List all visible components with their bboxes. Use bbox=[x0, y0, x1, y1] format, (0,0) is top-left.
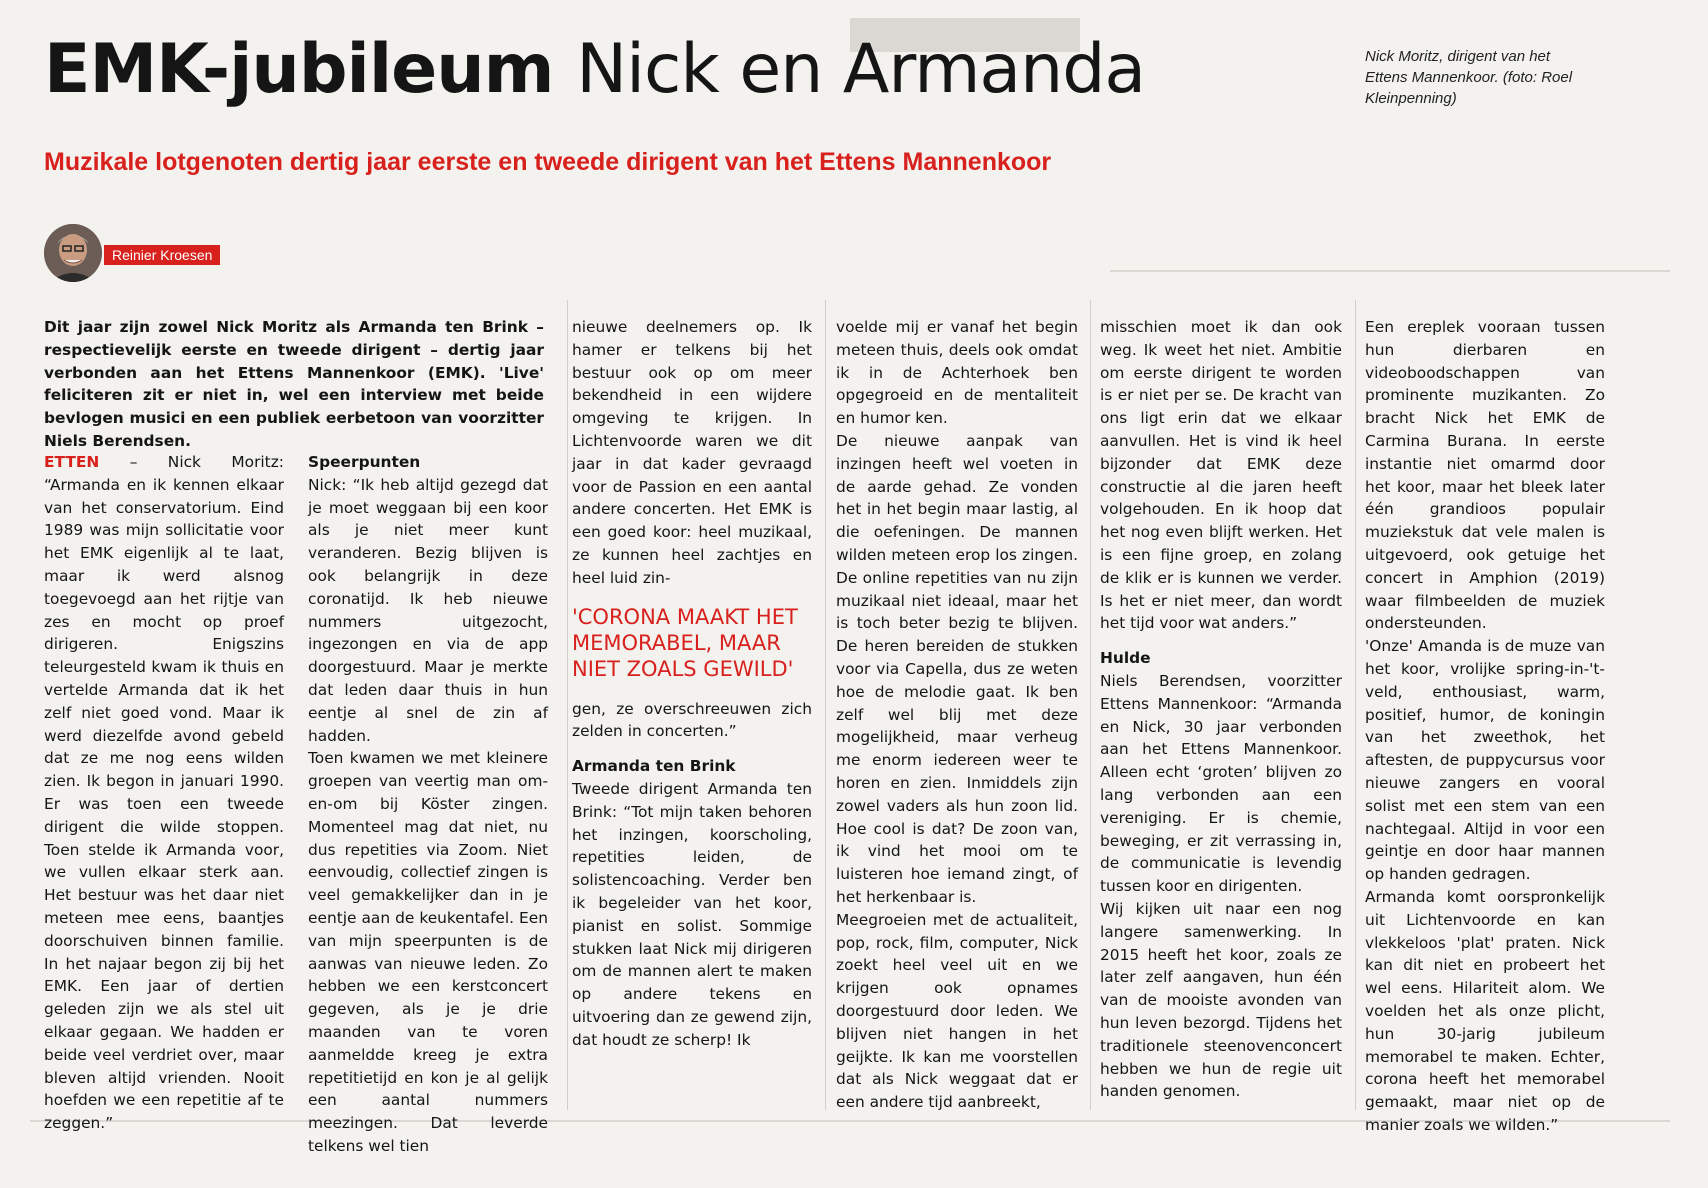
column-4 bbox=[836, 316, 1078, 1114]
column-3-paragraph-3: Tweede dirigent Armanda ten Brink: “Tot mijn taken behoren het inzingen, koorscholing, repetities leiden, de solistencoaching. Verder ben ik begeleider van het koor, pianist en solist. Sommige stukken laat Nick mij dirigeren om de mannen alert te maken op andere tekens en uitvoering dan ze gewend zijn, dat houdt ze scherp! Ik bbox=[572, 779, 812, 1049]
author-avatar bbox=[44, 224, 102, 282]
column-divider bbox=[825, 300, 826, 1110]
column-1-text: – Nick Moritz: “Armanda en ik kennen elkaar van het conservatorium. Eind 1989 was mijn sollicitatie voor het EMK eigenlijk al te laat, maar ik werd alsnog toegevoegd aan het rijtje van zes en mocht op proef dirigeren. Enigszins teleurgesteld kwam ik thuis en vertelde Armanda dat ik het zelf niet goed vond. Maar ik werd diezelfde avond gebeld dat ze me nog eens wilden zien. Ik begon in januari 1990. Er was toen een tweede dirigent die wilde stoppen. Toen stelde ik Armanda voor, we vullen elkaar sterk aan. Het bestuur was het daar niet meteen mee eens, baantjes doorschuiven binnen familie. In het najaar begon zij bij het EMK. Een jaar of dertien geleden zijn we als stel uit elkaar gegaan. We hadden er beide veel verdriet over, maar bleven altijd vrienden. Nooit hoefden we een repetitie af te zeggen.” bbox=[44, 453, 284, 1133]
subheadline: Muzikale lotgenoten dertig jaar eerste en tweede dirigent van het Ettens Mannenkoor bbox=[44, 148, 1052, 176]
section-heading-hulde: Hulde bbox=[1100, 649, 1151, 668]
column-3 bbox=[572, 316, 812, 1052]
column-5-paragraph-2: Niels Berendsen, voorzitter Ettens Mannenkoor: “Armanda en Nick, 30 jaar verbonden aan het Ettens Mannenkoor. Alleen echt ‘groten’ blijven zo lang verbonden aan een vereniging. Er is chemie, beweging, er zit verrassing in, de communicatie is levendig tussen koor en dirigenten. bbox=[1100, 671, 1342, 896]
column-5-paragraph-3: Wij kijken uit naar een nog langere samenwerking. In 2015 heeft het koor, zoals ze later zelf aangaven, hun één van de mooiste avonden van hun leven bezorgd. Tijdens het traditionele steenovenconcert hebben we hun de regie uit handen genomen. bbox=[1100, 899, 1342, 1101]
intro-block bbox=[44, 316, 544, 453]
column-5-paragraph-1: misschien moet ik dan ook weg. Ik weet het niet. Ambitie om eerste dirigent te worden is er niet per se. De kracht van ons ligt erin dat we elkaar aanvullen. Het is vind ik heel bijzonder dat EMK deze constructie al die jaren heeft volgehouden. En ik hoop dat het nog even blijft werken. Het is een fijne groep, en zolang de klik er is kunnen we verder. Is het er niet meer, dan wordt het tijd voor wat anders.” bbox=[1100, 318, 1342, 633]
spacer bbox=[1100, 635, 1342, 647]
column-3-paragraph-1: nieuwe deelnemers op. Ik hamer er telkens bij het bestuur ook op om meer bekendheid in een wijdere omgeving te krijgen. In Lichtenvoorde waren we dit jaar in dat kader gevraagd voor de Passion en een aantal andere concerten. Het EMK is een goed koor: heel muzikaal, ze kunnen heel zachtjes en heel luid zin- bbox=[572, 318, 812, 587]
pull-quote: 'CORONA MAAKT HET MEMORABEL, MAAR NIET ZOALS GEWILD' bbox=[572, 604, 798, 681]
column-2-paragraph-1: Nick: “Ik heb altijd gezegd dat je moet weggaan bij een koor als je niet meer kunt veranderen. Bezig blijven is ook belangrijk in deze coronatijd. Ik heb nieuwe nummers uitgezocht, ingezongen en via de app doorgestuurd. Maar je merkte dat leden daar thuis in hun eentje al snel de zin af hadden. bbox=[308, 475, 548, 745]
intro-paragraph: Dit jaar zijn zowel Nick Moritz als Armanda ten Brink – respectievelijk eerste en tweede dirigent – dertig jaar verbonden aan het Ettens Mannenkoor (EMK). 'Live' feliciteren zit er niet in, wel een interview met beide bevlogen musici en een publiek eerbetoon van voorzitter Niels Berendsen. bbox=[44, 318, 544, 450]
column-6-paragraph-2: 'Onze' Amanda is de muze van het koor, vrolijke spring-in-'t-veld, enthousiast, warm, positief, humor, de koningin van het zweethok, het aftesten, de puppycursus voor nieuwe zangers en vooral solist met een stem van een nachtegaal. Altijd in voor een geintje en door haar mannen op handen gedragen. bbox=[1365, 637, 1605, 884]
column-4-paragraph-2: De nieuwe aanpak van inzingen heeft wel voeten in de aarde gehad. Ze vonden het in het begin maar lastig, al die oefeningen. De mannen wilden meteen erop los zingen. De online repetities van nu zijn muzikaal niet ideaal, maar het is toch beter bezig te blijven. De heren bereiden de stukken voor via Capella, dus ze weten hoe de melodie gaat. Ik ben zelf wel blij met deze mogelijkheid, maar verheug me enorm iedereen weer te horen en zien. Inmiddels zijn zowel vaders als hun zoon lid. Hoe cool is dat? De zoon van, ik vind het mooi om te luisteren hoe iemand zingt, of het herkenbaar is. bbox=[836, 431, 1078, 906]
column-1-paragraph bbox=[44, 451, 284, 1135]
section-heading-speerpunten: Speerpunten bbox=[308, 453, 421, 471]
headline-regular: Nick en Armanda bbox=[576, 30, 1146, 109]
column-divider bbox=[1090, 300, 1091, 1110]
column-4-paragraph-3: Meegroeien met de actualiteit, pop, rock, film, computer, Nick zoekt heel veel uit en we krijgen ook opnames doorgestuurd door leden. We blijven niet hangen in het geijkte. Ik kan me voorstellen dat als Nick weggaat dat er een andere tijd aanbreekt, bbox=[836, 910, 1078, 1112]
author-portrait-icon bbox=[44, 224, 102, 282]
column-2 bbox=[308, 451, 548, 1158]
spacer bbox=[572, 743, 812, 755]
section-heading-armanda: Armanda ten Brink bbox=[572, 757, 736, 776]
column-divider bbox=[1355, 300, 1356, 1110]
column-6-paragraph-3: Armanda komt oorspronkelijk uit Lichtenvoorde en kan vlekkeloos 'plat' praten. Nick kan dit niet en probeert het wel eens. Hilariteit alom. We voelden het als onze plicht, hun 30-jarig jubileum memorabel te maken. Echter, corona heeft het memorabel gemaakt, maar niet op de manier zoals we wilden.” bbox=[1365, 887, 1605, 1134]
column-5 bbox=[1100, 316, 1342, 1103]
column-3-paragraph-2: gen, ze overschreeuwen zich zelden in concerten.” bbox=[572, 699, 812, 741]
column-1 bbox=[44, 451, 284, 1135]
column-6 bbox=[1365, 316, 1605, 1137]
bleed-through-rule bbox=[1110, 270, 1670, 272]
byline: Reinier Kroesen bbox=[104, 245, 220, 265]
column-divider bbox=[567, 300, 568, 1110]
photo-caption: Nick Moritz, dirigent van het Ettens Mannenkoor. (foto: Roel Kleinpenning) bbox=[1365, 48, 1573, 107]
column-4-paragraph-1: voelde mij er vanaf het begin meteen thuis, deels ook omdat ik in de Achterhoek ben opgegroeid en de mentaliteit en humor ken. bbox=[836, 318, 1078, 428]
headline-bold: EMK-jubileum bbox=[44, 30, 554, 109]
headline bbox=[44, 28, 1145, 112]
column-6-paragraph-1: Een ereplek vooraan tussen hun dierbaren en videoboodschappen van prominente muzikanten. Zo bracht Nick het EMK de Carmina Burana. In eerste instantie niet omarmd door het koor, maar het bleek later één grandioos populair muziekstuk dat vele malen is uitgevoerd, ook getuige het concert in Amphion (2019) waar filmbeelden de muziek ondersteunden. bbox=[1365, 318, 1605, 633]
dateline: ETTEN bbox=[44, 453, 100, 471]
column-2-paragraph-2: Toen kwamen we met kleinere groepen van veertig man om-en-om bij Köster zingen. Momenteel mag dat niet, nu dus repetities via Zoom. Niet eenvoudig, collectief zingen is veel gemakkelijker dan in je eentje aan de keukentafel. Een van mijn speerpunten is de aanwas van nieuwe leden. Zo hebben we een kerstconcert gegeven, als je je drie maanden van te voren aanmeldde kreeg je extra repetitietijd en kon je al gelijk een aantal nummers meezingen. Dat leverde telkens wel tien bbox=[308, 749, 548, 1155]
